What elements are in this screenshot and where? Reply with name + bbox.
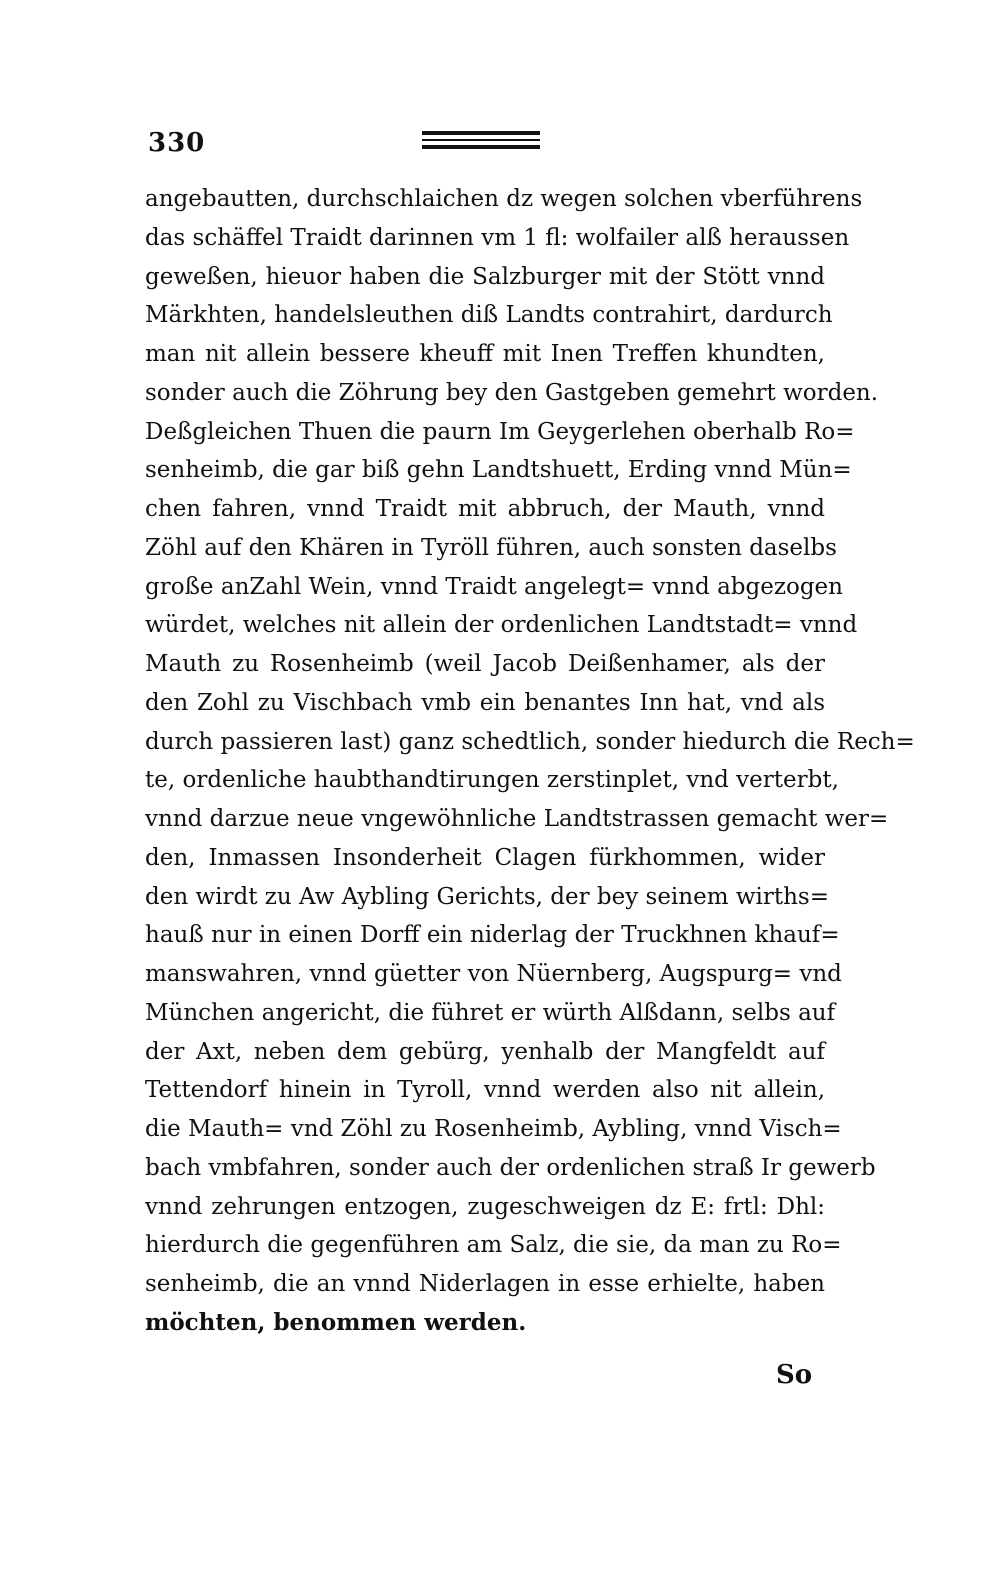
- text-line: durch passieren last) ganz schedtlich, sonder hiedurch die Rech=: [145, 728, 915, 755]
- text-line: senheimb, die gar biß gehn Landtshuett, Erding vnnd Mün=: [145, 457, 852, 484]
- text-line: Mauth zu Rosenheimb (weil Jacob Deißenhamer, als der: [145, 651, 825, 677]
- page-number: 330: [148, 128, 206, 158]
- text-line: große anZahl Wein, vnnd Traidt angelegt= vnnd abgezogen: [145, 573, 843, 600]
- text-line-final: möchten, benommen werden.: [145, 1308, 527, 1336]
- text-line: senheimb, die an vnnd Niderlagen in esse erhielte, haben: [145, 1271, 825, 1297]
- text-line: das schäffel Traidt darinnen vm 1 fl: wolfailer alß heraussen: [145, 224, 850, 251]
- text-line: chen fahren, vnnd Traidt mit abbruch, der Mauth, vnnd: [145, 496, 825, 522]
- text-line: hauß nur in einen Dorff ein niderlag der Truckhnen khauf=: [145, 922, 840, 949]
- header-rule-bottom: [422, 145, 540, 149]
- text-line: bach vmbfahren, sonder auch der ordenlichen straß Ir gewerb: [145, 1154, 876, 1181]
- text-line: te, ordenliche haubthandtirungen zerstinplet, vnd verterbt,: [145, 767, 839, 794]
- text-line: angebautten, durchschlaichen dz wegen solchen vberführens: [145, 186, 863, 212]
- text-line: Deßgleichen Thuen die paurn Im Geygerlehen oberhalb Ro=: [145, 418, 855, 445]
- text-line: Märkhten, handelsleuthen diß Landts contrahirt, dardurch: [145, 302, 833, 329]
- text-line: hierdurch die gegenführen am Salz, die sie, da man zu Ro=: [145, 1232, 842, 1259]
- header-rule-middle: [422, 139, 540, 141]
- text-line: den wirdt zu Aw Aybling Gerichts, der bey seinem wirths=: [145, 883, 830, 910]
- text-line: vnnd zehrungen entzogen, zugeschweigen dz E: frtl: Dhl:: [145, 1193, 825, 1220]
- header-rule-top: [422, 131, 540, 135]
- text-line: manswahren, vnnd güetter von Nüernberg, Augspurg= vnd: [145, 961, 842, 987]
- catchword: So: [776, 1360, 813, 1390]
- body-text: [145, 180, 915, 1343]
- text-line: der Axt, neben dem gebürg, yenhalb der Mangfeldt auf: [145, 1038, 825, 1065]
- text-line: geweßen, hieuor haben die Salzburger mit der Stött vnnd: [145, 263, 825, 290]
- text-line: die Mauth= vnd Zöhl zu Rosenheimb, Aybling, vnnd Visch=: [145, 1116, 842, 1142]
- text-line: man nit allein bessere kheuff mit Inen Treffen khundten,: [145, 341, 825, 367]
- text-line: vnnd darzue neue vngewöhnliche Landtstrassen gemacht wer=: [145, 806, 889, 832]
- text-line: den, Inmassen Insonderheit Clagen fürkhommen, wider: [145, 844, 825, 871]
- text-line: den Zohl zu Vischbach vmb ein benantes Inn hat, vnd als: [145, 689, 825, 716]
- text-line: Zöhl auf den Khären in Tyröll führen, auch sonsten daselbs: [145, 534, 837, 561]
- text-line: sonder auch die Zöhrung bey den Gastgeben gemehrt worden.: [145, 379, 879, 406]
- text-line: München angericht, die führet er würth Alßdann, selbs auf: [145, 999, 836, 1026]
- text-line: Tettendorf hinein in Tyroll, vnnd werden also nit allein,: [145, 1077, 825, 1104]
- text-line: würdet, welches nit allein der ordenlichen Landtstadt= vnnd: [145, 612, 858, 639]
